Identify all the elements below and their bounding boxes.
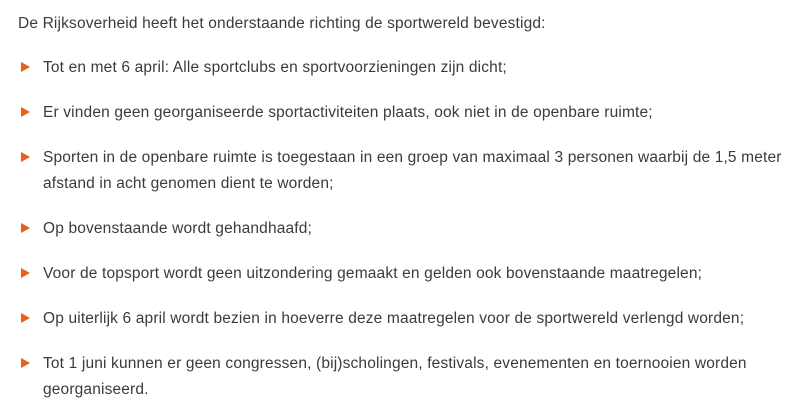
triangle-bullet-icon bbox=[21, 62, 30, 72]
list-item-text: Tot 1 juni kunnen er geen congressen, (bij)scholingen, festivals, evenementen en toernooien worden georganiseerd. bbox=[43, 355, 747, 398]
triangle-bullet-icon bbox=[21, 268, 30, 278]
triangle-bullet-icon bbox=[21, 223, 30, 233]
intro-paragraph: De Rijksoverheid heeft het onderstaande richting de sportwereld bevestigd: bbox=[18, 15, 546, 32]
list-item bbox=[18, 145, 786, 197]
triangle-bullet-icon bbox=[21, 152, 30, 162]
triangle-bullet-icon bbox=[21, 107, 30, 117]
list-item bbox=[18, 261, 786, 287]
list-item-text: Op uiterlijk 6 april wordt bezien in hoeverre deze maatregelen voor de sportwereld verlengd worden; bbox=[43, 310, 745, 327]
list-item-text: Er vinden geen georganiseerde sportactiviteiten plaats, ook niet in de openbare ruimte; bbox=[43, 104, 653, 121]
list-item-text: Voor de topsport wordt geen uitzondering gemaakt en gelden ook bovenstaande maatregelen; bbox=[43, 265, 703, 282]
measures-list bbox=[18, 55, 786, 403]
list-item bbox=[18, 55, 786, 81]
list-item-text: Sporten in de openbare ruimte is toegestaan in een groep van maximaal 3 personen waarbij de 1,5 meter afstand in acht genomen dient te worden; bbox=[43, 149, 782, 192]
list-item-text: Tot en met 6 april: Alle sportclubs en sportvoorzieningen zijn dicht; bbox=[43, 59, 507, 76]
triangle-bullet-icon bbox=[21, 313, 30, 323]
list-item bbox=[18, 306, 786, 332]
triangle-bullet-icon bbox=[21, 358, 30, 368]
list-item bbox=[18, 100, 786, 126]
list-item-text: Op bovenstaande wordt gehandhaafd; bbox=[43, 220, 312, 237]
list-item bbox=[18, 216, 786, 242]
list-item bbox=[18, 351, 786, 403]
